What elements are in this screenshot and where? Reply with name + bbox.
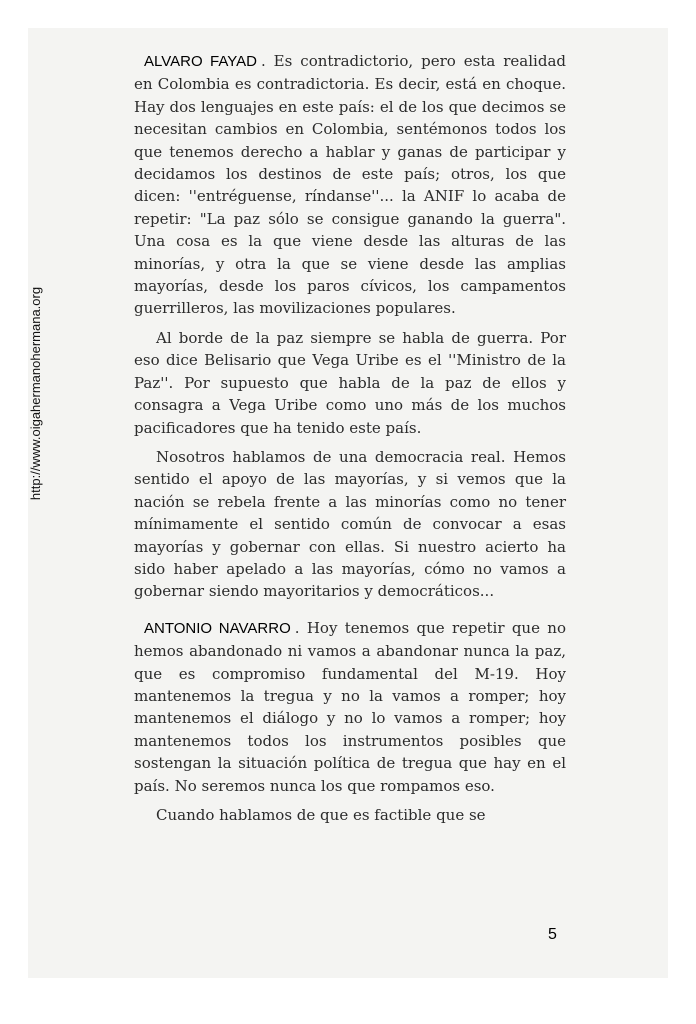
- website-url-text: http://www.oigahermanohermana.org: [28, 286, 44, 500]
- paragraph: Cuando hablamos de que es factible que se: [156, 806, 486, 824]
- paragraph-text: . Hoy tenemos que repetir que no hemos abandonado ni vamos a abandonar nunca la paz, que es compromiso fundamental del M-19. Hoy mantenemos la tregua y no la vamos a romper; hoy mantenemos el diálogo y no lo vamos a romper; hoy mantenemos todos los instrumentos posibles que sostengan la situación política de tregua que hay en el país. No seremos nunca los que rompamos eso.: [134, 618, 566, 795]
- paragraph: Al borde de la paz siempre se habla de guerra. Por eso dice Belisario que Vega Uribe es el ''Ministro de la Paz''. Por supuesto que habla de la paz de ellos y consagra a Vega Uribe como uno más de los muchos pacificadores que ha tenido este país.: [134, 328, 566, 437]
- paragraph-navarro: [134, 617, 566, 797]
- page-number: 5: [548, 926, 557, 943]
- speaker-name: ANTONIO NAVARRO: [144, 619, 291, 637]
- speaker-name: ALVARO FAYAD: [144, 53, 257, 70]
- website-url: [26, 268, 46, 518]
- paragraph: Nosotros hablamos de una democracia real. Hemos sentido el apoyo de las mayorías, y si vemos que la nación se rebela frente a las minorías como no tener mínimamente el sentido común de convocar a esas mayorías y gobernar con ellas. Si nuestro acierto ha sido haber apelado a las mayorías, cómo no vamos a gobernar siendo mayoritarios y democráticos...: [134, 447, 566, 601]
- document-body: [134, 50, 566, 826]
- paragraph-fayad: [134, 50, 566, 320]
- paragraph-text: . Es contradictorio, pero esta realidad en Colombia es contradictoria. Es decir, está en choque. Hay dos lenguajes en este país: el de los que decimos se necesitan cambios en Colombia, sentémonos todos los que tenemos derecho a hablar y ganas de participar y decidamos los destinos de este país; otros, los que dicen: ''entréguense, ríndanse''... la ANIF lo acaba de repetir: "La paz sólo se consigue ganando la guerra". Una cosa es la que viene desde las alturas de las minorías, y otra la que se viene desde las amplias mayorías, desde los paros cívicos, los campamentos guerrilleros, las movilizaciones populares.: [134, 52, 566, 318]
